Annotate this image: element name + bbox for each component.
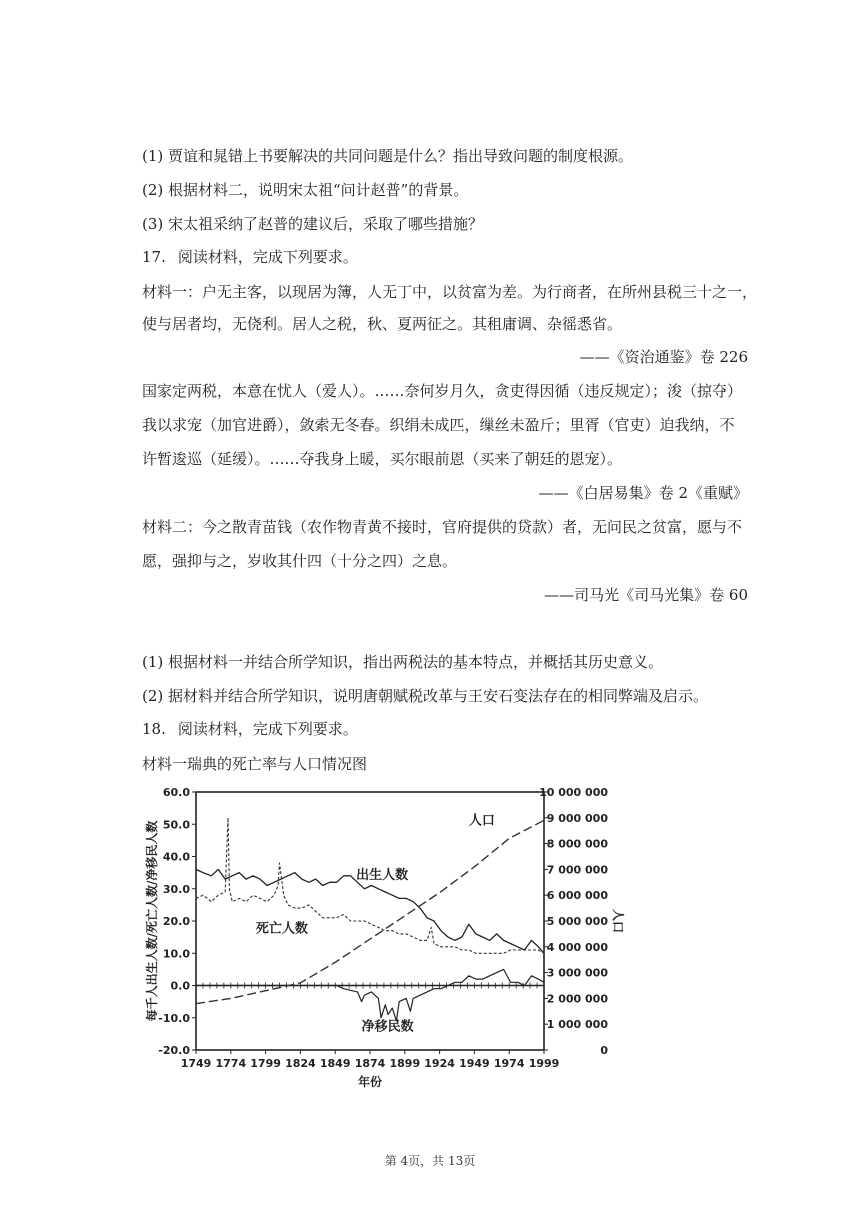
y-right-tick-label: 9 000 000 [546, 811, 608, 825]
y-right-axis-title: 人口 [611, 908, 625, 934]
y-right-tick-label: 8 000 000 [546, 837, 608, 851]
sweden-population-chart [140, 780, 625, 1100]
material-2-line-1: 材料二：今之散青苗钱（农作物青黄不接时，官府提供的贷款）者，无问民之贫富，愿与不 [142, 518, 743, 536]
x-tick-label: 1999 [528, 1057, 560, 1070]
y-left-tick-label: 50.0 [162, 818, 190, 832]
x-tick-label: 1899 [389, 1057, 421, 1070]
material-1b-line-1: 国家定两税，本意在忧人（爱人）。……奈何岁月久，贪吏得因循（违反规定）；浚（掠夺） [142, 382, 743, 400]
material-1-line-1: 材料一：户无主客，以现居为簿，人无丁中，以贫富为差。为行商者，在所州县税三十之一， [142, 283, 758, 301]
population-annotation: 人口 [468, 813, 495, 829]
y-right-tick-label: 5 000 000 [546, 915, 608, 928]
x-tick-label: 1949 [459, 1057, 490, 1070]
y-left-tick-label: -10.0 [158, 1011, 190, 1025]
material-1-source: ——《资治通鉴》卷 226 [579, 348, 748, 366]
material-1-line-2: 使与居者均，无侥利。居人之税，秋、夏两征之。其租庸调、杂徭悉省。 [142, 315, 623, 333]
material-2-source: ——司马光《司马光集》卷 60 [544, 586, 748, 604]
y-left-tick-label: 0.0 [170, 979, 190, 993]
y-left-tick-label: 30.0 [162, 882, 190, 896]
y-right-tick-label: 2 000 000 [546, 992, 608, 1006]
question-18-header [142, 719, 358, 739]
y-left-tick-label: 10.0 [162, 947, 190, 961]
question-17-prompt: 阅读材料，完成下列要求。 [177, 248, 358, 266]
y-right-tick-label: 1 000 000 [546, 1018, 608, 1032]
x-tick-label: 1799 [250, 1057, 281, 1070]
material-1b-line-2: 我以求宠（加官进爵），敛索无冬春。织绢未成匹，缫丝未盈斤；里胥（官吏）迫我纳，不 [142, 416, 735, 434]
y-left-tick-label: 60.0 [162, 786, 190, 799]
x-tick-label: 1874 [354, 1057, 386, 1070]
question-18-prompt: 阅读材料，完成下列要求。 [177, 720, 358, 738]
question-16-part-3: (3) 宋太祖采纳了赵普的建议后，采取了哪些措施？ [142, 215, 484, 233]
plot-frame [196, 792, 544, 1050]
x-tick-label: 1774 [215, 1057, 247, 1070]
question-16-part-1: (1) 贾谊和晁错上书要解决的共同问题是什么？指出导致问题的制度根源。 [142, 147, 634, 165]
question-17-number: 17. [142, 248, 166, 266]
page-footer: 第 4页，共 13页 [384, 1154, 476, 1168]
material-1b-line-3: 许暂逡巡（延缓）。……夺我身上暖，买尔眼前恩（买来了朝廷的恩宠）。 [142, 450, 623, 468]
y-right-tick-label: 4 000 000 [546, 940, 608, 954]
y-left-axis-title: 每千人出生人数/死亡人数/净移民人数 [145, 820, 159, 1022]
net-migration-annotation: 净移民数 [361, 1019, 414, 1035]
y-right-tick-label: 10 000 000 [539, 786, 608, 799]
y-right-tick-label: 6 000 000 [546, 889, 608, 903]
population-line [196, 820, 544, 1003]
question-17-part-1: (1) 根据材料一并结合所学知识，指出两税法的基本特点，并概括其历史意义。 [142, 653, 664, 671]
question-18-number: 18. [142, 720, 166, 738]
x-tick-label: 1974 [493, 1057, 525, 1070]
x-tick-label: 1849 [319, 1057, 351, 1070]
y-left-tick-label: 20.0 [162, 915, 190, 928]
material-2-line-2: 愿，强抑与之，岁收其什四（十分之四）之息。 [142, 552, 458, 570]
y-left-tick-label: -20.0 [158, 1044, 190, 1057]
question-16-part-2: (2) 根据材料二，说明宋太祖“问计赵普”的背景。 [142, 181, 469, 199]
y-right-tick-label: 0 [600, 1044, 608, 1057]
y-left-tick-label: 40.0 [162, 850, 190, 864]
y-right-tick-label: 7 000 000 [546, 863, 608, 877]
births-annotation: 出生人数 [356, 868, 409, 884]
material-1b-source: ——《白居易集》卷 2《重赋》 [538, 484, 748, 502]
question-17-part-2: (2) 据材料并结合所学知识，说明唐朝赋税改革与王安石变法存在的相同弊端及启示。 [142, 687, 709, 705]
x-tick-label: 1749 [180, 1057, 212, 1070]
x-tick-label: 1824 [285, 1057, 316, 1070]
x-axis-title: 年份 [357, 1075, 383, 1089]
deaths-annotation: 死亡人数 [255, 921, 308, 937]
chart-caption: 材料一瑞典的死亡率与人口情况图 [142, 755, 368, 773]
y-right-tick-label: 3 000 000 [546, 966, 608, 980]
question-17-header [142, 247, 358, 267]
x-tick-label: 1924 [424, 1057, 455, 1070]
